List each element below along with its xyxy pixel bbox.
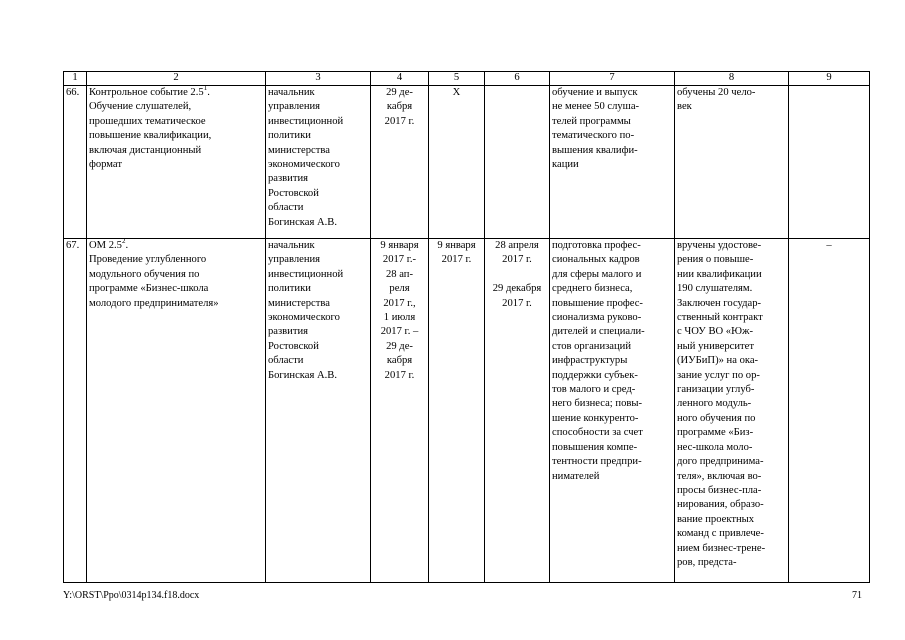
result-line: инфраструктуры bbox=[552, 355, 628, 367]
actual-start-cell: X bbox=[429, 86, 485, 239]
event-cell bbox=[87, 239, 266, 583]
file-path: Y:\ORST\Ppo\0314p134.f18.docx bbox=[63, 590, 200, 601]
date-line: кабря bbox=[386, 355, 413, 367]
actual-line: обучены 20 чело- bbox=[677, 87, 756, 98]
responsible-line: Богинская А.В. bbox=[268, 216, 337, 228]
actual-line: вание проектных bbox=[677, 513, 755, 525]
actual-start-cell bbox=[429, 239, 485, 583]
result-line: стов организаций bbox=[552, 340, 632, 352]
actual-end-cell bbox=[485, 239, 550, 583]
result-line: шение конкуренто- bbox=[552, 412, 639, 424]
date-line: реля bbox=[389, 283, 410, 295]
result-line: телей программы bbox=[552, 115, 631, 127]
table-row bbox=[64, 239, 870, 583]
result-line: не менее 50 слуша- bbox=[552, 101, 640, 113]
result-line: дителей и специали- bbox=[552, 326, 645, 338]
responsible-cell bbox=[266, 86, 371, 239]
planned-date-cell bbox=[371, 86, 429, 239]
responsible-line: Ростовской bbox=[268, 340, 319, 352]
responsible-cell bbox=[266, 239, 371, 583]
table-row bbox=[64, 86, 870, 239]
result-line: обучение и выпуск bbox=[552, 87, 638, 98]
actual-line: ного обучения по bbox=[677, 412, 756, 424]
responsible-line: экономического bbox=[268, 159, 340, 171]
result-line: него бизнеса; повы- bbox=[552, 398, 643, 410]
result-line: способности за счет bbox=[552, 427, 643, 439]
actual-line: нирования, образо- bbox=[677, 499, 764, 511]
date-line: 2017 г. bbox=[502, 297, 532, 309]
result-line: кации bbox=[552, 159, 579, 171]
result-line: вышения квалифи- bbox=[552, 144, 638, 156]
actual-line: 190 слушателям. bbox=[677, 283, 753, 295]
result-line: повышения компе- bbox=[552, 441, 638, 453]
result-line: поддержки субъек- bbox=[552, 369, 638, 381]
actual-line: зание услуг по ор- bbox=[677, 369, 760, 381]
event-line: программе «Бизнес-школа bbox=[89, 283, 209, 295]
result-line: сионализма руково- bbox=[552, 312, 642, 324]
responsible-line: развития bbox=[268, 326, 309, 338]
event-line: повышение квалификации, bbox=[89, 130, 212, 142]
date-line: 1 июля bbox=[383, 312, 416, 324]
date-line: 9 января bbox=[380, 240, 419, 251]
header-cell: 6 bbox=[485, 72, 550, 86]
actual-line: просы бизнес-пла- bbox=[677, 484, 762, 496]
responsible-line: начальник bbox=[268, 240, 315, 251]
spacer bbox=[487, 268, 547, 282]
notes-cell bbox=[789, 86, 870, 239]
header-cell: 7 bbox=[550, 72, 675, 86]
result-line: среднего бизнеса, bbox=[552, 283, 633, 295]
responsible-line: Богинская А.В. bbox=[268, 369, 337, 381]
actual-result-cell bbox=[675, 86, 789, 239]
header-row bbox=[64, 72, 870, 86]
actual-end-cell bbox=[485, 86, 550, 239]
date-line: 2017 г. bbox=[441, 254, 472, 266]
responsible-line: развития bbox=[268, 173, 309, 185]
actual-line: нием бизнес-трене- bbox=[677, 542, 766, 554]
responsible-line: начальник bbox=[268, 87, 315, 98]
event-line: молодого предпринимателя» bbox=[89, 297, 219, 309]
actual-line: команд с привлече- bbox=[677, 528, 764, 540]
result-line: нимателей bbox=[552, 470, 600, 482]
date-line: 2017 г.- bbox=[382, 254, 417, 266]
header-cell: 2 bbox=[87, 72, 266, 86]
event-title: Контрольное событие $2.5^1$. bbox=[89, 85, 210, 98]
report-table bbox=[63, 71, 870, 583]
date-line: 2017 г. bbox=[502, 254, 532, 266]
event-line: модульного обучения по bbox=[89, 268, 200, 280]
header-cell: 3 bbox=[266, 72, 371, 86]
actual-line: с ЧОУ ВО «Юж- bbox=[677, 326, 753, 338]
event-title: ОМ $2.5^2$. bbox=[89, 238, 129, 251]
responsible-line: министерства bbox=[268, 297, 330, 309]
event-line: включая дистанционный bbox=[89, 144, 202, 156]
header-cell: 9 bbox=[789, 72, 870, 86]
date-line: 29 де- bbox=[386, 340, 413, 352]
actual-line: программе «Биз- bbox=[677, 427, 754, 439]
row-number: 67. bbox=[64, 239, 87, 583]
responsible-line: министерства bbox=[268, 144, 330, 156]
responsible-line: экономического bbox=[268, 312, 340, 324]
actual-line: ный университет bbox=[677, 340, 755, 352]
actual-line: ганизации углуб- bbox=[677, 384, 755, 396]
actual-line: дого предпринима- bbox=[677, 456, 764, 468]
header-cell: 4 bbox=[371, 72, 429, 86]
actual-line: теля», включая во- bbox=[677, 470, 762, 482]
event-line: Проведение углубленного bbox=[89, 254, 207, 266]
date-line: 9 января bbox=[437, 240, 476, 251]
responsible-line: Ростовской bbox=[268, 187, 319, 199]
expected-result-cell bbox=[550, 239, 675, 583]
actual-line: рения о повыше- bbox=[677, 254, 754, 266]
responsible-line: управления bbox=[268, 101, 321, 113]
result-line: тентности предпри- bbox=[552, 456, 642, 468]
responsible-line: политики bbox=[268, 283, 311, 295]
date-line: 28 апреля bbox=[495, 240, 539, 251]
date-line: 29 декабря bbox=[492, 283, 542, 295]
result-line: повышение профес- bbox=[552, 297, 643, 309]
responsible-line: инвестиционной bbox=[268, 268, 344, 280]
result-line: тематического по- bbox=[552, 130, 635, 142]
header-cell: 8 bbox=[675, 72, 789, 86]
actual-line: (ИУБиП)» на ока- bbox=[677, 355, 759, 367]
actual-line: ров, предста- bbox=[677, 556, 737, 568]
responsible-line: области bbox=[268, 355, 304, 367]
event-line: Обучение слушателей, bbox=[89, 101, 192, 113]
actual-line: век bbox=[677, 101, 692, 113]
actual-line: нес-школа моло- bbox=[677, 441, 753, 453]
responsible-line: управления bbox=[268, 254, 321, 266]
result-line: подготовка профес- bbox=[552, 240, 641, 251]
notes-cell: – bbox=[789, 239, 870, 583]
event-line: прошедших тематическое bbox=[89, 115, 206, 127]
responsible-line: области bbox=[268, 202, 304, 214]
actual-result-cell bbox=[675, 239, 789, 583]
date-line: кабря bbox=[386, 101, 413, 113]
row-number: 66. bbox=[64, 86, 87, 239]
date-line: 2017 г. bbox=[384, 115, 415, 127]
actual-line: вручены удостове- bbox=[677, 240, 762, 251]
actual-line: ственный контракт bbox=[677, 312, 763, 324]
date-line: 29 де- bbox=[386, 87, 413, 98]
result-line: для сферы малого и bbox=[552, 268, 642, 280]
date-line: 28 ап- bbox=[385, 268, 413, 280]
result-line: сиональных кадров bbox=[552, 254, 640, 266]
header-cell: 1 bbox=[64, 72, 87, 86]
date-line: 2017 г., bbox=[383, 297, 416, 309]
result-line: тов малого и сред- bbox=[552, 384, 636, 396]
actual-line: Заключен государ- bbox=[677, 297, 762, 309]
responsible-line: политики bbox=[268, 130, 311, 142]
event-cell bbox=[87, 86, 266, 239]
expected-result-cell bbox=[550, 86, 675, 239]
responsible-line: инвестиционной bbox=[268, 115, 344, 127]
page-number: 71 bbox=[852, 590, 862, 601]
date-line: 2017 г. – bbox=[380, 326, 419, 338]
header-cell: 5 bbox=[429, 72, 485, 86]
actual-line: ленного модуль- bbox=[677, 398, 752, 410]
event-line: формат bbox=[89, 159, 122, 171]
date-line: 2017 г. bbox=[384, 369, 415, 381]
planned-date-cell bbox=[371, 239, 429, 583]
actual-line: нии квалификации bbox=[677, 268, 762, 280]
